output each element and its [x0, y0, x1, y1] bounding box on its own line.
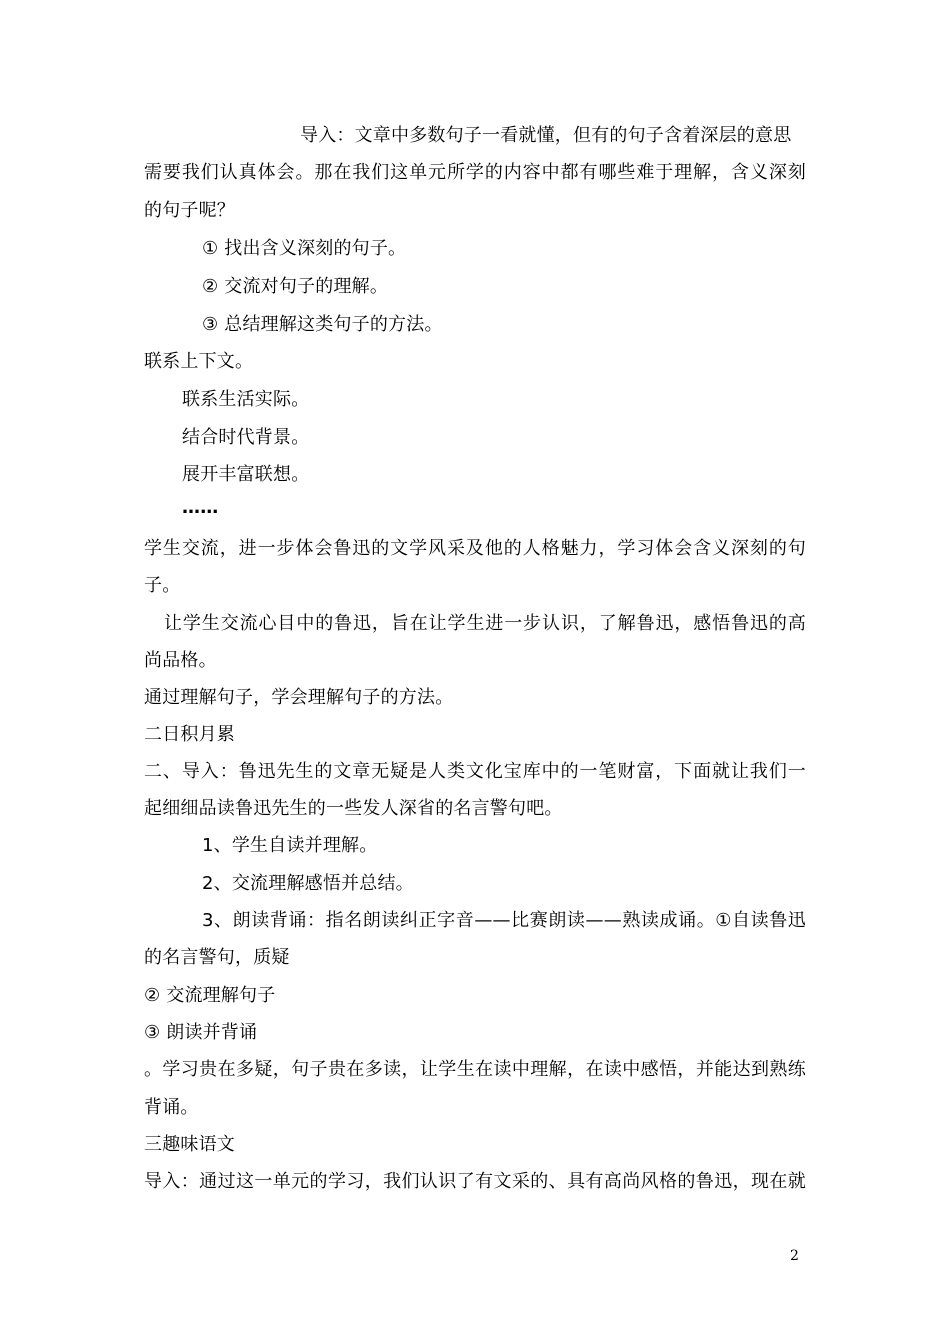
list-item: ② 交流理解句子 [144, 985, 276, 1006]
list-item: ① 找出含义深刻的句子。 [202, 238, 407, 259]
list-item: ③ 总结理解这类句子的方法。 [202, 314, 443, 335]
section-heading: 三趣味语文 [144, 1134, 235, 1155]
list-item: 联系生活实际。 [182, 389, 310, 410]
list-item: 展开丰富联想。 [182, 464, 310, 485]
text-line: 的句子呢？ [144, 200, 235, 221]
text-line: 联系上下文。 [144, 351, 254, 372]
text-line: 导入：文章中多数句子一看就懂，但有的句子含着深层的意思 [300, 125, 792, 146]
text-line: 子。 [144, 575, 181, 596]
text-line: 。学习贵在多疑，句子贵在多读，让学生在读中理解，在读中感悟，并能达到熟练 [144, 1059, 806, 1080]
text-line: 二、导入：鲁迅先生的文章无疑是人类文化宝库中的一笔财富，下面就让我们一 [144, 761, 806, 782]
text-line: 让学生交流心目中的鲁迅，旨在让学生进一步认识，了解鲁迅，感悟鲁迅的高 [164, 613, 806, 634]
page-number: 2 [790, 1248, 799, 1264]
text-line: 背诵。 [144, 1097, 199, 1118]
list-item: ③ 朗读并背诵 [144, 1022, 258, 1043]
text-line: 学生交流，进一步体会鲁迅的文学风采及他的人格魅力，学习体会含义深刻的句 [144, 538, 806, 559]
text-line: 导入：通过这一单元的学习，我们认识了有文采的、具有高尚风格的鲁迅，现在就 [144, 1171, 806, 1192]
text-line: 起细细品读鲁迅先生的一些发人深省的名言警句吧。 [144, 798, 563, 819]
text-line: 的名言警句，质疑 [144, 947, 290, 968]
list-item: ② 交流对句子的理解。 [202, 276, 389, 297]
list-item: 2、交流理解感悟并总结。 [202, 873, 414, 894]
ellipsis: …… [182, 497, 219, 518]
list-item: 1、学生自读并理解。 [202, 835, 378, 856]
text-line: 通过理解句子，学会理解句子的方法。 [144, 687, 454, 708]
section-heading: 二日积月累 [144, 724, 235, 745]
text-line: 需要我们认真体会。那在我们这单元所学的内容中都有哪些难于理解，含义深刻 [144, 162, 806, 183]
list-item: 3、朗读背诵：指名朗读纠正字音——比赛朗读——熟读成诵。①自读鲁迅 [202, 910, 806, 931]
list-item: 结合时代背景。 [182, 427, 310, 448]
text-line: 尚品格。 [144, 650, 217, 671]
